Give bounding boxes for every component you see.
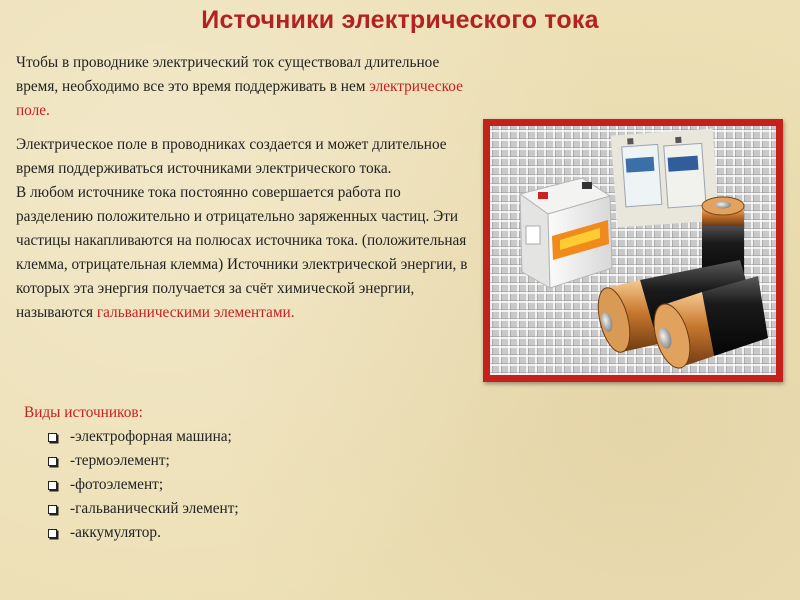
sources-text-2: В любом источнике тока постоянно совершается работа по разделению положительно и отрицательно заряженных частиц. Эти частицы накапливаются на полюсах источника тока. (положительная клемма, отрицательная клемма) Источники электрической энергии, в которых эта энергия получается за счёт химической энергии, называются (16, 184, 468, 321)
list-item-label: -термоэлемент; (70, 452, 170, 469)
checkbox-bullet-icon (48, 433, 57, 442)
slide-title: Источники электрического тока (201, 6, 599, 34)
batteries-illustration (490, 126, 776, 375)
types-list (48, 425, 239, 545)
list-item (48, 497, 239, 521)
sources-text: Электрическое поле в проводниках создается и может длительное время поддерживаться источниками электрического тока. (16, 136, 447, 177)
intro-text: Чтобы в проводнике электрический ток существовал длительное время, необходимо все это время поддерживать в нем (16, 54, 440, 95)
intro-highlight: электрическое поле. (16, 78, 463, 119)
sources-paragraph (16, 133, 476, 325)
list-item-label: -фотоэлемент; (70, 476, 164, 493)
checkbox-bullet-icon (48, 457, 57, 466)
list-item (48, 449, 239, 473)
types-heading: Виды источников: (24, 404, 143, 421)
list-item-label: -гальванический элемент; (70, 500, 239, 517)
checkbox-bullet-icon (48, 529, 57, 538)
checkbox-bullet-icon (48, 505, 57, 514)
intro-paragraph (16, 51, 476, 123)
car-battery (520, 178, 612, 288)
list-item-label: -электрофорная машина; (70, 428, 232, 445)
list-item (48, 473, 239, 497)
list-item-label: -аккумулятор. (70, 524, 161, 541)
checkbox-bullet-icon (48, 481, 57, 490)
batteries-picture-frame (483, 119, 783, 382)
batteries-picture (490, 126, 776, 375)
list-item (48, 521, 239, 545)
sources-highlight: гальваническими элементами. (96, 304, 295, 321)
list-item (48, 425, 239, 449)
